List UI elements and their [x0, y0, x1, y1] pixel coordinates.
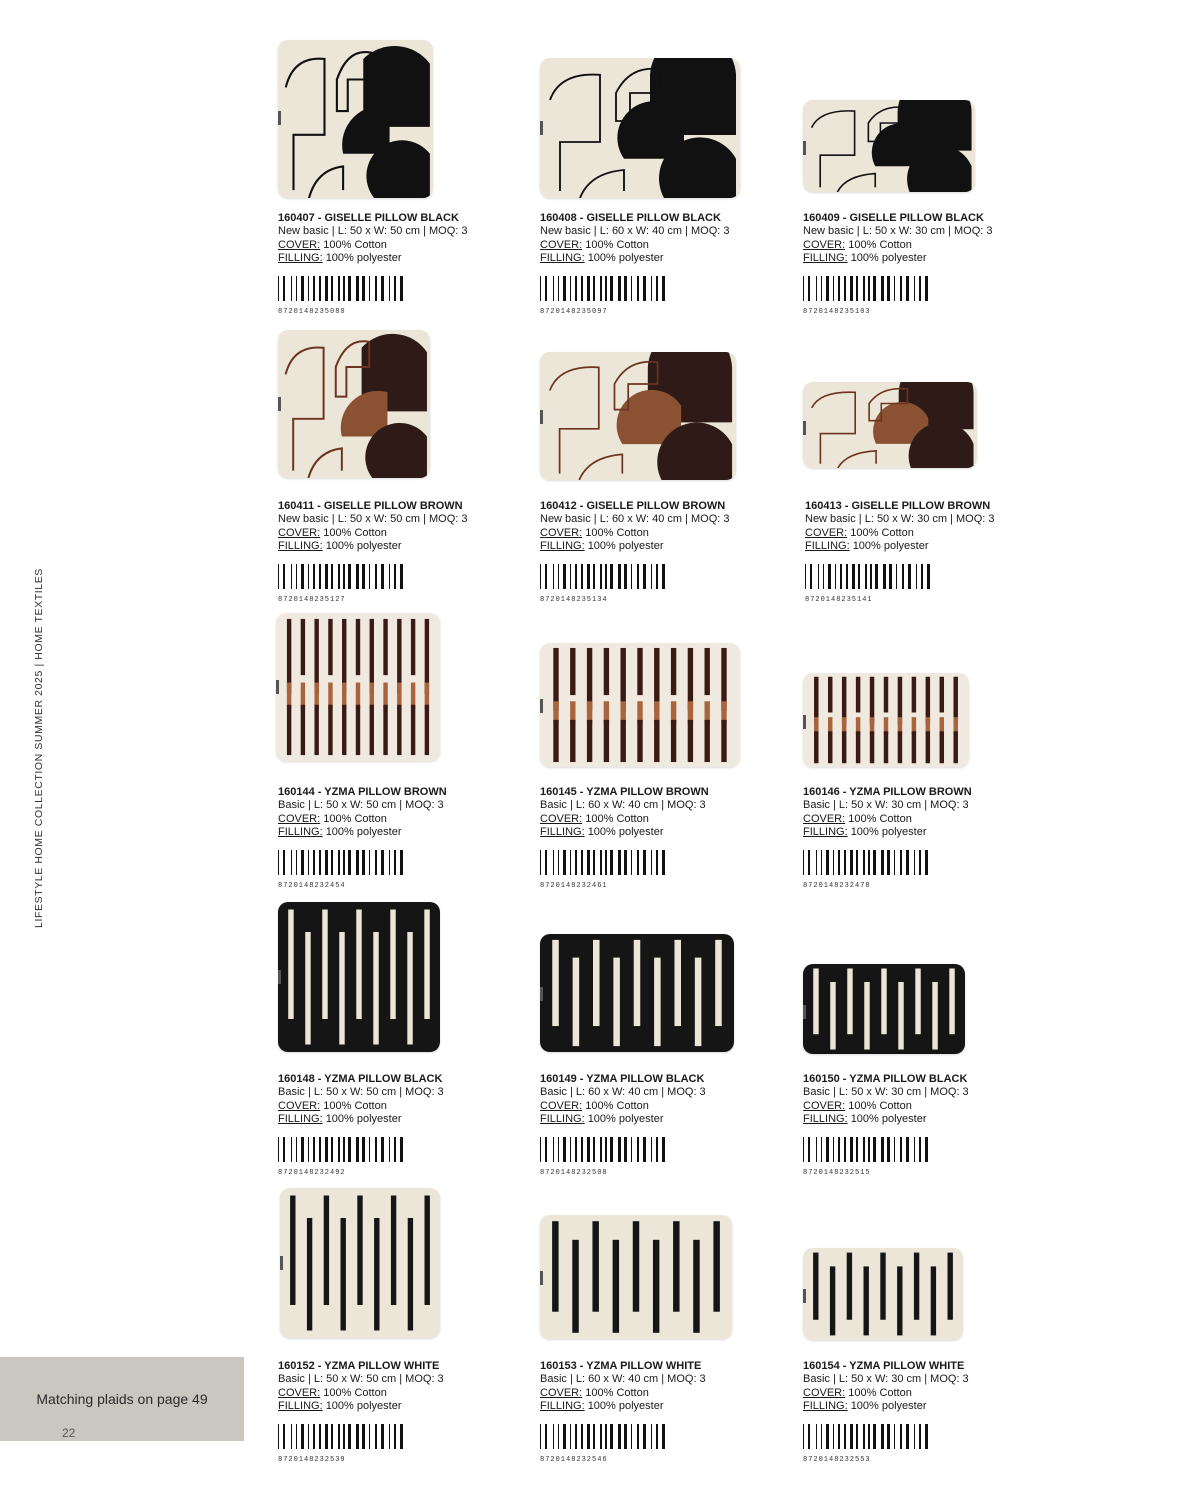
- cover-value: 100% Cotton: [850, 526, 914, 539]
- product-spec: Basic | L: 50 x W: 30 cm | MOQ: 3: [803, 1086, 969, 1098]
- cover-value: 100% Cotton: [848, 1386, 912, 1399]
- product-title: 160408 - GISELLE PILLOW BLACK: [540, 212, 721, 224]
- product-filling: [278, 252, 518, 266]
- filling-value: 100% polyester: [850, 1113, 927, 1125]
- product-spec: Basic | L: 60 x W: 40 cm | MOQ: 3: [540, 799, 706, 811]
- filling-label: FILLING:: [805, 540, 850, 552]
- ean-number: 8720148235080: [278, 307, 346, 316]
- product-title: 160411 - GISELLE PILLOW BROWN: [278, 500, 463, 512]
- product-info: [805, 500, 1045, 604]
- product-title: 160153 - YZMA PILLOW WHITE: [540, 1360, 702, 1372]
- product-spec: Basic | L: 60 x W: 40 cm | MOQ: 3: [540, 1086, 706, 1098]
- barcode: [278, 1137, 408, 1162]
- filling-label: FILLING:: [540, 1400, 585, 1412]
- cover-value: 100% Cotton: [323, 238, 387, 251]
- ean-number: 8720148232461: [540, 881, 608, 890]
- ean-number: 8720148232546: [540, 1455, 608, 1464]
- ean-number: 8720148232515: [803, 1168, 871, 1177]
- ean-number: 8720148235141: [805, 595, 873, 604]
- barcode: [803, 276, 933, 301]
- ean-number: 8720148232553: [803, 1455, 871, 1464]
- product-cover: [540, 527, 780, 541]
- pillow-image: [540, 58, 740, 198]
- product-title: 160148 - YZMA PILLOW BLACK: [278, 1073, 443, 1085]
- filling-value: 100% polyester: [587, 826, 664, 838]
- barcode: [540, 1137, 670, 1162]
- pillow-image: [276, 613, 440, 761]
- pillow-image: [803, 1248, 963, 1340]
- product-filling: [805, 540, 1045, 554]
- product-info: [803, 212, 1043, 316]
- barcode: [540, 850, 670, 875]
- pillow-label-tag: [540, 1271, 543, 1285]
- product-spec: Basic | L: 60 x W: 40 cm | MOQ: 3: [540, 1373, 706, 1385]
- product-spec: Basic | L: 50 x W: 50 cm | MOQ: 3: [278, 1086, 444, 1098]
- filling-label: FILLING:: [278, 1400, 323, 1412]
- product-info: [803, 1073, 1043, 1177]
- cover-value: 100% Cotton: [323, 1386, 387, 1399]
- product-filling: [540, 826, 780, 840]
- pillow-label-tag: [278, 970, 281, 984]
- barcode: [803, 1424, 933, 1449]
- product-cover: [278, 527, 518, 541]
- ean-number: 8720148235134: [540, 595, 608, 604]
- product-filling: [278, 1400, 518, 1414]
- filling-value: 100% polyester: [325, 1400, 402, 1412]
- pillow-image: [540, 352, 736, 480]
- filling-label: FILLING:: [803, 252, 848, 264]
- cover-value: 100% Cotton: [585, 238, 649, 251]
- ean-number: 8720148232478: [803, 881, 871, 890]
- filling-label: FILLING:: [803, 1113, 848, 1125]
- pillow-image: [280, 1188, 440, 1338]
- barcode: [540, 564, 670, 589]
- product-filling: [803, 1113, 1043, 1127]
- product-title: 160412 - GISELLE PILLOW BROWN: [540, 500, 726, 512]
- pillow-label-tag: [803, 715, 806, 729]
- product-filling: [540, 1113, 780, 1127]
- pillow-label-tag: [280, 1256, 283, 1270]
- product-title: 160150 - YZMA PILLOW BLACK: [803, 1073, 968, 1085]
- cover-value: 100% Cotton: [585, 1099, 649, 1112]
- filling-value: 100% polyester: [587, 252, 664, 264]
- product-cover: [540, 1100, 780, 1114]
- cover-label: COVER:: [540, 526, 583, 539]
- product-cover: [278, 813, 518, 827]
- page-number: 22: [62, 1426, 76, 1440]
- product-title: 160407 - GISELLE PILLOW BLACK: [278, 212, 459, 224]
- barcode: [278, 1424, 408, 1449]
- barcode: [540, 1424, 670, 1449]
- cover-label: COVER:: [803, 1099, 846, 1112]
- side-section-label: LIFESTYLE HOME COLLECTION SUMMER 2025 | HOME TEXTILES: [33, 568, 45, 928]
- product-spec: New basic | L: 50 x W: 30 cm | MOQ: 3: [803, 225, 993, 237]
- cover-value: 100% Cotton: [585, 526, 649, 539]
- product-title: 160144 - YZMA PILLOW BROWN: [278, 786, 447, 798]
- cover-value: 100% Cotton: [323, 812, 387, 825]
- filling-value: 100% polyester: [587, 1113, 664, 1125]
- product-cover: [803, 1387, 1043, 1401]
- pillow-image: [803, 382, 977, 468]
- barcode: [540, 276, 670, 301]
- pillow-label-tag: [540, 987, 543, 1001]
- cover-value: 100% Cotton: [848, 812, 912, 825]
- cover-value: 100% Cotton: [848, 1099, 912, 1112]
- pillow-image: [803, 673, 969, 767]
- cover-label: COVER:: [805, 526, 848, 539]
- matching-plaids-note: [0, 1357, 244, 1441]
- pillow-label-tag: [276, 680, 279, 694]
- pillow-label-tag: [540, 121, 543, 135]
- product-spec: New basic | L: 50 x W: 30 cm | MOQ: 3: [805, 513, 995, 525]
- product-info: [278, 786, 518, 890]
- product-title: 160154 - YZMA PILLOW WHITE: [803, 1360, 965, 1372]
- barcode: [805, 564, 935, 589]
- cover-label: COVER:: [803, 238, 846, 251]
- pillow-image: [540, 643, 740, 767]
- cover-label: COVER:: [803, 812, 846, 825]
- cover-label: COVER:: [278, 1099, 321, 1112]
- cover-label: COVER:: [540, 812, 583, 825]
- filling-value: 100% polyester: [587, 540, 664, 552]
- product-filling: [278, 1113, 518, 1127]
- pillow-label-tag: [278, 111, 281, 125]
- product-cover: [278, 239, 518, 253]
- filling-value: 100% polyester: [850, 826, 927, 838]
- product-info: [278, 500, 518, 604]
- product-info: [540, 1360, 780, 1464]
- product-cover: [803, 1100, 1043, 1114]
- pillow-label-tag: [803, 1289, 806, 1303]
- product-filling: [803, 252, 1043, 266]
- product-title: 160152 - YZMA PILLOW WHITE: [278, 1360, 440, 1372]
- product-filling: [540, 252, 780, 266]
- ean-number: 8720148232539: [278, 1455, 346, 1464]
- product-spec: Basic | L: 50 x W: 30 cm | MOQ: 3: [803, 1373, 969, 1385]
- filling-value: 100% polyester: [850, 252, 927, 264]
- product-info: [540, 1073, 780, 1177]
- filling-value: 100% polyester: [852, 540, 929, 552]
- filling-label: FILLING:: [540, 252, 585, 264]
- product-title: 160413 - GISELLE PILLOW BROWN: [805, 500, 991, 512]
- product-cover: [805, 527, 1045, 541]
- barcode: [278, 276, 408, 301]
- filling-value: 100% polyester: [325, 1113, 402, 1125]
- filling-label: FILLING:: [278, 252, 323, 264]
- product-info: [803, 1360, 1043, 1464]
- pillow-image: [278, 330, 430, 478]
- product-spec: Basic | L: 50 x W: 50 cm | MOQ: 3: [278, 799, 444, 811]
- barcode: [278, 564, 408, 589]
- filling-value: 100% polyester: [587, 1400, 664, 1412]
- product-spec: Basic | L: 50 x W: 50 cm | MOQ: 3: [278, 1373, 444, 1385]
- pillow-label-tag: [278, 397, 281, 411]
- pillow-label-tag: [540, 410, 543, 424]
- pillow-image: [278, 902, 440, 1052]
- product-filling: [278, 540, 518, 554]
- pillow-image: [803, 964, 965, 1054]
- cover-label: COVER:: [540, 1386, 583, 1399]
- ean-number: 8720148235103: [803, 307, 871, 316]
- product-cover: [540, 239, 780, 253]
- filling-label: FILLING:: [278, 540, 323, 552]
- filling-label: FILLING:: [803, 826, 848, 838]
- product-cover: [278, 1387, 518, 1401]
- product-info: [278, 212, 518, 316]
- cover-value: 100% Cotton: [848, 238, 912, 251]
- ean-number: 8720148232454: [278, 881, 346, 890]
- product-spec: New basic | L: 50 x W: 50 cm | MOQ: 3: [278, 225, 468, 237]
- cover-label: COVER:: [540, 1099, 583, 1112]
- filling-label: FILLING:: [540, 826, 585, 838]
- product-filling: [803, 1400, 1043, 1414]
- barcode: [278, 850, 408, 875]
- cover-value: 100% Cotton: [585, 812, 649, 825]
- filling-value: 100% polyester: [325, 826, 402, 838]
- pillow-image: [803, 100, 975, 192]
- cover-label: COVER:: [803, 1386, 846, 1399]
- pillow-image: [278, 40, 433, 198]
- ean-number: 8720148232508: [540, 1168, 608, 1177]
- pillow-image: [540, 934, 734, 1052]
- product-spec: New basic | L: 60 x W: 40 cm | MOQ: 3: [540, 225, 730, 237]
- matching-plaids-text: Matching plaids on page 49: [36, 1391, 208, 1407]
- filling-label: FILLING:: [540, 540, 585, 552]
- cover-value: 100% Cotton: [323, 526, 387, 539]
- filling-value: 100% polyester: [325, 252, 402, 264]
- ean-number: 8720148232492: [278, 1168, 346, 1177]
- barcode: [803, 850, 933, 875]
- pillow-label-tag: [803, 421, 806, 435]
- product-title: 160149 - YZMA PILLOW BLACK: [540, 1073, 705, 1085]
- pillow-label-tag: [803, 141, 806, 155]
- cover-label: COVER:: [278, 812, 321, 825]
- pillow-image: [540, 1215, 732, 1339]
- product-cover: [803, 813, 1043, 827]
- pillow-label-tag: [540, 699, 543, 713]
- product-info: [803, 786, 1043, 890]
- filling-value: 100% polyester: [850, 1400, 927, 1412]
- filling-value: 100% polyester: [325, 540, 402, 552]
- product-filling: [278, 826, 518, 840]
- product-info: [278, 1360, 518, 1464]
- ean-number: 8720148235127: [278, 595, 346, 604]
- product-cover: [803, 239, 1043, 253]
- product-spec: New basic | L: 50 x W: 50 cm | MOQ: 3: [278, 513, 468, 525]
- product-filling: [803, 826, 1043, 840]
- cover-label: COVER:: [278, 1386, 321, 1399]
- pillow-label-tag: [803, 1005, 806, 1019]
- product-info: [278, 1073, 518, 1177]
- cover-label: COVER:: [278, 238, 321, 251]
- ean-number: 8720148235097: [540, 307, 608, 316]
- cover-label: COVER:: [540, 238, 583, 251]
- product-spec: Basic | L: 50 x W: 30 cm | MOQ: 3: [803, 799, 969, 811]
- filling-label: FILLING:: [803, 1400, 848, 1412]
- barcode: [803, 1137, 933, 1162]
- product-filling: [540, 540, 780, 554]
- cover-value: 100% Cotton: [585, 1386, 649, 1399]
- product-cover: [540, 1387, 780, 1401]
- filling-label: FILLING:: [540, 1113, 585, 1125]
- product-info: [540, 212, 780, 316]
- product-title: 160145 - YZMA PILLOW BROWN: [540, 786, 709, 798]
- product-info: [540, 786, 780, 890]
- product-info: [540, 500, 780, 604]
- product-cover: [540, 813, 780, 827]
- product-filling: [540, 1400, 780, 1414]
- cover-value: 100% Cotton: [323, 1099, 387, 1112]
- product-spec: New basic | L: 60 x W: 40 cm | MOQ: 3: [540, 513, 730, 525]
- product-cover: [278, 1100, 518, 1114]
- product-title: 160146 - YZMA PILLOW BROWN: [803, 786, 972, 798]
- filling-label: FILLING:: [278, 826, 323, 838]
- cover-label: COVER:: [278, 526, 321, 539]
- product-title: 160409 - GISELLE PILLOW BLACK: [803, 212, 984, 224]
- filling-label: FILLING:: [278, 1113, 323, 1125]
